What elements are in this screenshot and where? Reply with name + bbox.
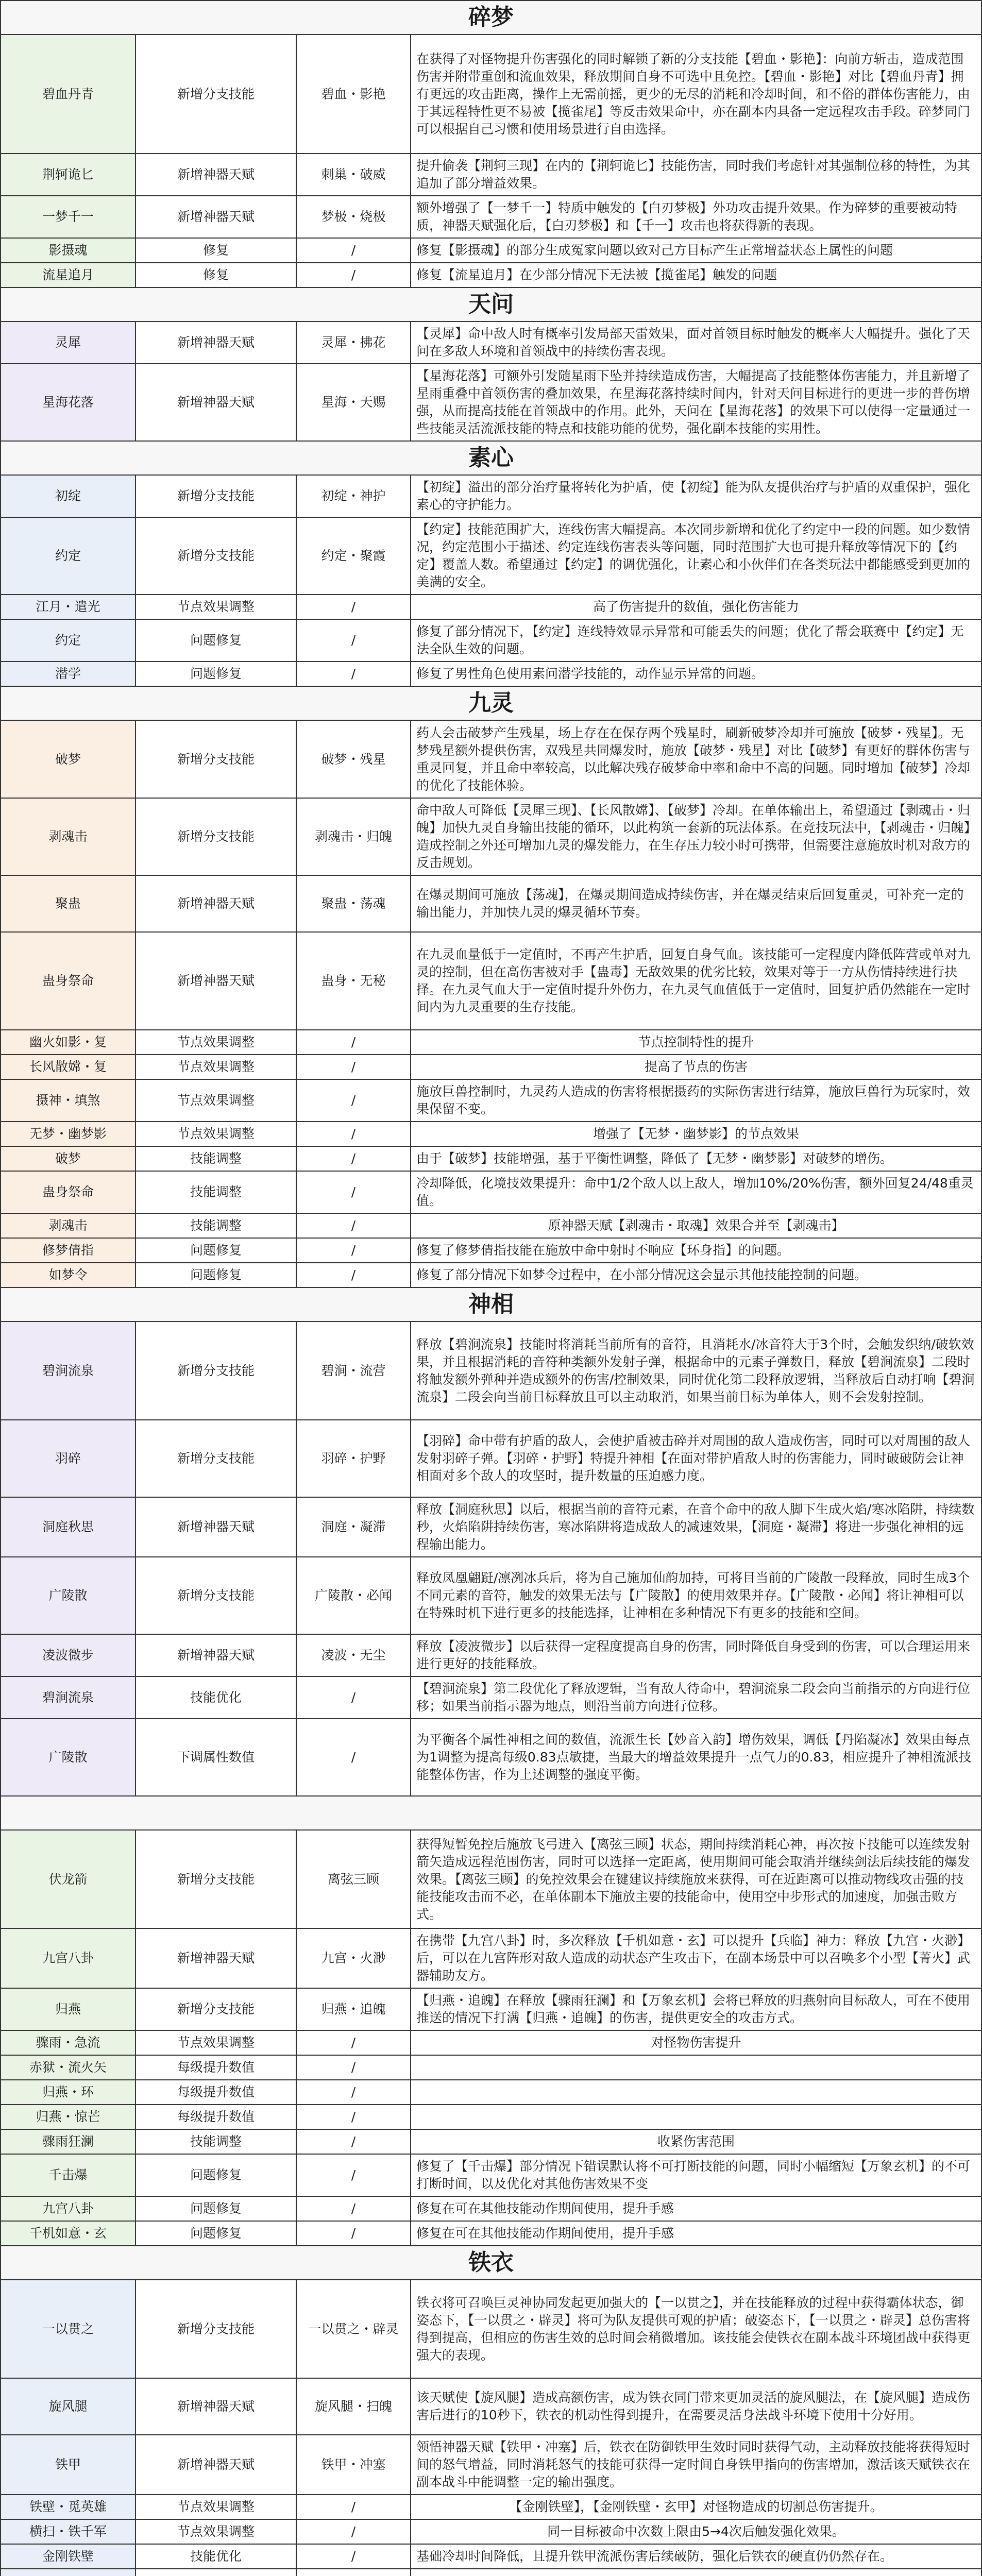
description-cell: 修复了修梦倩指技能在施放中命中射时不响应【环身指】的问题。 [411,1238,981,1263]
skill-name-cell: 约定 [1,619,136,662]
change-type-cell: 新增分支技能 [136,1322,296,1420]
skill-name-cell: 千机如意・玄 [1,2221,136,2246]
skill-name-cell: 伏龙箭 [1,1831,136,1928]
description-cell: 原神器天赋【剥魂击・取魂】效果合并至【剥魂击】 [411,1213,981,1238]
linked-skill-cell: / [296,2154,411,2196]
table-row [1,2544,981,2569]
table-row [1,662,981,686]
table-row [1,517,981,595]
description-cell: 额外增强了【一梦千一】特质中触发的【白刃梦极】外功攻击提升效果。作为碎梦的重要被动特质，神器天赋强化后，【白刃梦极】和【千一】攻击也将获得新的表现。 [411,196,981,238]
linked-skill-cell: / [296,1719,411,1796]
skill-name-cell: 江月・遣光 [1,595,136,619]
table-row [1,1497,981,1557]
description-cell: 修复【流星追月】在少部分情况下无法被【揽雀尾】触发的问题 [411,263,981,287]
table-row [1,619,981,662]
linked-skill-cell: / [296,1055,411,1079]
change-type-cell: 新增神器天赋 [136,196,296,238]
skill-name-cell: 一以贯之 [1,2280,136,2378]
change-type-cell: 新增神器天赋 [136,2435,296,2495]
change-type-cell: 新增神器天赋 [136,932,296,1030]
description-cell: 在九灵血量低于一定值时，不再产生护盾，回复自身气血。该技能可一定程度内降低阵营或单对九灵的控制，但在高伤害被对手【蛊毒】无敌效果的优劣比较，效果对等于一方从伤情持续进行抉择。在九灵气血大于一定值时提升外伤力，在九灵气血值低于一定值时，回复护盾仍然能在一定时间内为九灵重要的生存技能。 [411,932,981,1030]
table-row [1,1420,981,1497]
linked-skill-cell: 梦极・烧极 [296,196,411,238]
linked-skill-cell: 羽碎・护野 [296,1420,411,1497]
change-type-cell [136,2569,296,2576]
skill-name-cell: 一梦千一 [1,196,136,238]
description-cell: 增强了【无梦・幽梦影】的节点效果 [411,1122,981,1146]
skill-name-cell: 铁壁・觅英雄 [1,2495,136,2519]
change-type-cell: 节点效果调整 [136,2519,296,2544]
change-type-cell: 新增神器天赋 [136,2378,296,2435]
skill-name-cell: 蛊身祭命 [1,1171,136,1213]
change-type-cell: 新增神器天赋 [136,1928,296,1988]
linked-skill-cell: / [296,263,411,287]
class-section [0,687,982,1288]
linked-skill-cell: / [296,1171,411,1213]
skill-name-cell: 无梦・幽梦影 [1,1122,136,1146]
description-cell: 铁衣将可召唤巨灵神协同发起更加强大的【一以贯之】，并在技能释放的过程中获得霸体状态，御姿态下，【一以贯之・辟灵】将可为队友提供可观的护盾；破姿态下，【一以贯之・辟灵】总伤害将得到提高，但相应的伤害生效的总时间会稍微增加。该技能会使铁衣在副本战斗环境团战中获得更强大的表现。 [411,2280,981,2378]
linked-skill-cell: / [296,1030,411,1055]
skill-change-table [0,476,982,687]
class-section [0,1288,982,1797]
change-type-cell: 新增神器天赋 [136,1497,296,1557]
table-row [1,2055,981,2080]
description-cell: 基础冷却时间降低，且提升铁甲流派伤害后续破防，强化后铁衣的硬直仍仍然存在。 [411,2544,981,2569]
description-cell: 【碧涧流泉】第二段优化了释放逻辑，当有敌人待命中，碧涧流泉二段会向当前指示的方向进行位移；如果当前指示器为地点，则沿当前方向进行位移。 [411,1676,981,1719]
description-cell: 冷却降低，化境技效果提升：命中1/2个敌人以上敌人，增加10%/20%伤害，额外回复24/48重灵值。 [411,1171,981,1213]
change-type-cell: 每级提升数值 [136,2080,296,2105]
table-row [1,2519,981,2544]
description-cell: 提升偷袭【荆轲三现】在内的【荆轲诡匕】技能伤害，同时我们考虑针对其强制位移的特性，为其追加了部分增益效果。 [411,154,981,196]
linked-skill-cell: 剥魂击・归魄 [296,798,411,875]
table-row [1,364,981,441]
description-cell: 释放凤凰翩跹/凛冽冰兵后，将为自己施加仙韵加持，可将目当前的广陵散一段释放，同时生成3个不同元素的音符，触发的效果无法与【广陵散】的使用效果并存。【广陵散・必闻】将让神相可以在特殊时机下进行更多的技能选择，让神相在多种情况下有更多的技能和空间。 [411,1557,981,1634]
description-cell: 该天赋使【旋风腿】造成高额伤害，成为铁衣同门带来更加灵活的旋风腿法，在【旋风腿】造成伤害后进行的10秒下，铁衣的机动性得到提升，在需要灵活身法战斗环境下使用十分好用。 [411,2378,981,2435]
description-cell: 为平衡各个属性神相之间的数值，流派生长【妙音入韵】增伤效果，调低【丹陷凝冰】效果由每点为1调整为提高每级0.83点敏捷，当最大的增益效果提升一点气力的0.83，相应提升了神相流派技能整体伤害，作为上述调整的强度平衡。 [411,1719,981,1796]
table-row [1,1263,981,1287]
linked-skill-cell: 归燕・追魄 [296,1988,411,2030]
table-row [1,1213,981,1238]
table-row [1,595,981,619]
table-row [1,1831,981,1928]
skill-name-cell: 凌波微步 [1,1634,136,1676]
description-cell: 释放【凌波微步】以后获得一定程度提高自身的伤害，同时降低自身受到的伤害，可以合理运用来进行更好的技能释放。 [411,1634,981,1676]
table-row [1,196,981,238]
change-type-cell: 节点效果调整 [136,1079,296,1122]
linked-skill-cell: 碧涧・流营 [296,1322,411,1420]
description-cell [411,2055,981,2080]
change-type-cell: 节点效果调整 [136,1055,296,1079]
linked-skill-cell: 初绽・神护 [296,476,411,517]
description-cell: 【归燕・追魄】在释放【骤雨狂澜】和【万象玄机】会将已释放的归燕射向目标敌人，可在不使用推送的情况下打满【归燕・追魄】的伤害，提供更安全的攻击方式。 [411,1988,981,2030]
description-cell: 释放【碧涧流泉】技能时将消耗当前所有的音符，且消耗水/冰音符大于3个时，会触发织纳/破软效果，并且根据消耗的音符种类额外发射子弹，根据命中的元素子弹数目，释放【碧涧流泉】二段时将触发额外弹种并造成额外的伤害/控制效果，同时优化第二段释放逻辑，当释放后自动打响【碧涧流泉】二段会向当前目标释放且可以主动取消，如果当前目标为单体人，则不会发射控制。 [411,1322,981,1420]
change-type-cell: 新增神器天赋 [136,322,296,364]
description-cell: 由于【破梦】技能增强，基于平衡性调整，降低了【无梦・幽梦影】对破梦的增伤。 [411,1146,981,1171]
change-type-cell: 技能调整 [136,1146,296,1171]
change-type-cell: 技能调整 [136,2129,296,2154]
table-row [1,2495,981,2519]
skill-name-cell: 星海花落 [1,364,136,441]
change-type-cell: 技能优化 [136,1676,296,1719]
linked-skill-cell: / [296,2196,411,2221]
change-type-cell: 新增分支技能 [136,517,296,595]
description-cell: 修复了部分情况下如梦令过程中，在小部分情况这会显示其他技能控制的问题。 [411,1263,981,1287]
skill-name-cell: 碧血丹青 [1,35,136,154]
skill-name-cell: 千击爆 [1,2154,136,2196]
change-type-cell: 问题修复 [136,2154,296,2196]
skill-name-cell: 骤雨・急流 [1,2030,136,2055]
description-cell: 释放【洞庭秋思】以后，根据当前的音符元素，在音个命中的敌人脚下生成火焰/寒冰陷阱，持续数秒，火焰陷阱持续伤害，寒冰陷阱将造成敌人的减速效果，【洞庭・凝滞】将进一步强化神相的远程输出能力。 [411,1497,981,1557]
skill-name-cell: 骤雨狂澜 [1,2129,136,2154]
table-row [1,322,981,364]
linked-skill-cell: 离弦三顾 [296,1831,411,1928]
linked-skill-cell: / [296,2080,411,2105]
table-row [1,476,981,517]
linked-skill-cell: / [296,1122,411,1146]
table-row [1,2435,981,2495]
linked-skill-cell: 旋风腿・扫魄 [296,2378,411,2435]
description-cell: 【约定】技能范围扩大，连线伤害大幅提高。本次同步新增和优化了约定中一段的问题。如少数情况，约定范围小于描述、约定连线伤害表头等问题，同时范围扩大也可提升释放等情况下的【约定】覆盖人数。希望通过【约定】的调优强化，让素心和小伙伴们在各类玩法中都能感受到更加的美满的安全。 [411,517,981,595]
skill-name-cell: 长风散嫦・复 [1,1055,136,1079]
linked-skill-cell: / [296,2055,411,2080]
class-section [0,442,982,687]
table-row [1,1146,981,1171]
change-type-cell: 新增分支技能 [136,798,296,875]
skill-name-cell: 剥魂击 [1,798,136,875]
description-cell [411,2080,981,2105]
table-row [1,875,981,932]
linked-skill-cell: 约定・聚霞 [296,517,411,595]
table-row [1,2280,981,2378]
description-cell: 【初绽】溢出的部分治疗量将转化为护盾，使【初绽】能为队友提供治疗与护盾的双重保护，强化素心的守护能力。 [411,476,981,517]
change-type-cell: 节点效果调整 [136,595,296,619]
linked-skill-cell: / [296,238,411,263]
description-cell: 获得短暂免控后施放飞弓进入【离弦三顾】状态，期间持续消耗心神，再次按下技能可以连续发射箭矢造成远程范围伤害，同时可以选择一定距离，使用期间可能会取消并继续剑法后续技能的爆发效果。【离弦三顾】的免控效果会在键建议持续施放来获得，可在近距离可以推动物线攻击强的技能技能攻击而不必，在单体副本下施放主要的技能命中，使用空中步形式的加速度，加强击败方式。 [411,1831,981,1928]
skill-name-cell: 破梦 [1,721,136,798]
skill-name-cell: 金刚铁壁 [1,2544,136,2569]
linked-skill-cell: 蛊身・无秘 [296,932,411,1030]
skill-change-table [0,1831,982,2246]
description-cell: 修复【影摄魂】的部分生成冤家问题以致对己方目标产生正常增益状态上属性的问题 [411,238,981,263]
table-row [1,2080,981,2105]
table-row [1,1557,981,1634]
table-row [1,798,981,875]
description-cell: 提高了节点的伤害 [411,1055,981,1079]
skill-name-cell: 归燕・环 [1,2080,136,2105]
skill-name-cell: 归燕・惊芒 [1,2105,136,2129]
linked-skill-cell: 九宫・火渺 [296,1928,411,1988]
linked-skill-cell: / [296,2030,411,2055]
change-type-cell: 节点效果调整 [136,1030,296,1055]
skill-name-cell: 幽火如影・复 [1,1030,136,1055]
table-row [1,1030,981,1055]
class-section [0,288,982,442]
skill-name-cell: 蛊身祭命 [1,932,136,1030]
section-title: 素心 [0,442,982,476]
section-title [0,1797,982,1831]
skill-change-table [0,2280,982,2576]
change-type-cell: 新增分支技能 [136,1988,296,2030]
change-type-cell: 技能调整 [136,1213,296,1238]
linked-skill-cell: / [296,2544,411,2569]
linked-skill-cell: 铁甲・冲塞 [296,2435,411,2495]
change-type-cell: 新增分支技能 [136,1420,296,1497]
change-type-cell: 新增神器天赋 [136,154,296,196]
table-row [1,1079,981,1122]
linked-skill-cell: / [296,2495,411,2519]
change-type-cell: 问题修复 [136,2196,296,2221]
change-type-cell: 节点效果调整 [136,2030,296,2055]
skill-name-cell: 剥魂击 [1,1213,136,1238]
table-row [1,721,981,798]
linked-skill-cell: 聚蛊・荡魂 [296,875,411,932]
class-section [0,2246,982,2576]
section-title: 铁衣 [0,2246,982,2280]
linked-skill-cell: / [296,1263,411,1287]
linked-skill-cell: 破梦・残星 [296,721,411,798]
description-cell: 高了伤害提升的数值，强化伤害能力 [411,595,981,619]
skill-change-table [0,721,982,1288]
table-row [1,1634,981,1676]
class-section [0,0,982,288]
linked-skill-cell: 星海・天赐 [296,364,411,441]
description-cell: 在携带【九宫八卦】时，多次释放【千机如意・玄】可以提升【兵临】神力：释放【九宫・火渺】后，可以在九宫阵形对敌人造成的动状态产生攻击下，在副本场景中可以召唤多个小型【菁火】武器辅助友方。 [411,1928,981,1988]
table-row [1,154,981,196]
skill-name-cell: 羽碎 [1,1420,136,1497]
change-type-cell: 技能优化 [136,2544,296,2569]
section-title: 天问 [0,288,982,322]
linked-skill-cell: 广陵散・必闻 [296,1557,411,1634]
skill-name-cell: 灵犀 [1,322,136,364]
skill-name-cell: 碧涧流泉 [1,1322,136,1420]
linked-skill-cell: 一以贯之・辟灵 [296,2280,411,2378]
description-cell: 在爆灵期间可施放【荡魂】，在爆灵期间造成持续伤害，并在爆灵结束后回复重灵，可补充一定的输出能力，并加快九灵的爆灵循环节奏。 [411,875,981,932]
skill-name-cell: 归燕 [1,1988,136,2030]
skill-name-cell: 旋风腿 [1,2378,136,2435]
linked-skill-cell: / [296,2221,411,2246]
description-cell: 领悟神器天赋【铁甲・冲塞】后，铁衣在防御铁甲生效时同时获得气动，主动释放技能将获得短时间的怒气增益，同时消耗怒气的技能可获得一定时间自身铁甲指向的伤害增加，激活该天赋铁衣在副本战斗中能调整一定的输出强度。 [411,2435,981,2495]
skill-name-cell: 如梦令 [1,1263,136,1287]
skill-name-cell: 荆轲诡匕 [1,154,136,196]
table-row [1,2221,981,2246]
skill-name-cell: 约定 [1,517,136,595]
linked-skill-cell: 洞庭・凝滞 [296,1497,411,1557]
linked-skill-cell: / [296,619,411,662]
change-type-cell: 新增分支技能 [136,721,296,798]
linked-skill-cell: 碧血・影艳 [296,35,411,154]
table-row [1,35,981,154]
description-cell: 命中敌人可降低【灵犀三现】、【长风散嫦】、【破梦】冷却。在单体输出上，希望通过【剥魂击・归魄】加快九灵自身输出技能的循环，以此构筑一套新的玩法体系。在竞技玩法中，【剥魂击・归魄】造成控制之外还可增加九灵的爆发能力，在生存压力较小时可携带，但需要注意施放时机对敌方的反击规划。 [411,798,981,875]
skill-name-cell: 影摄魂 [1,238,136,263]
skill-change-table [0,1322,982,1797]
description-cell [411,2105,981,2129]
table-row [1,1719,981,1796]
description-cell [411,2569,981,2576]
change-type-cell: 新增神器天赋 [136,364,296,441]
linked-skill-cell: / [296,2129,411,2154]
skill-name-cell: 摄神・填煞 [1,1079,136,1122]
change-type-cell: 问题修复 [136,662,296,686]
class-section [0,1797,982,2246]
skill-name-cell: 修梦倩指 [1,1238,136,1263]
description-cell: 【羽碎】命中带有护盾的敌人，会使护盾被击碎并对周围的敌人造成伤害，同时可以对周围的敌人发射羽碎子弹。【羽碎・护野】特提升神相【在面对带护盾敌人时的伤害能力，同时破破防会让神相面对多个敌人的攻坚时，提升数量的压迫感力度。 [411,1420,981,1497]
change-type-cell: 问题修复 [136,1263,296,1287]
skill-name-cell: 初绽 [1,476,136,517]
table-row [1,263,981,287]
change-type-cell: 问题修复 [136,2221,296,2246]
linked-skill-cell [296,2569,411,2576]
description-cell: 【灵犀】命中敌人时有概率引发局部天雷效果，面对首领目标时触发的概率大大幅提升。强化了天问在多敌人环境和首领战中的持续伤害表现。 [411,322,981,364]
linked-skill-cell: / [296,595,411,619]
change-type-cell: 新增分支技能 [136,35,296,154]
change-type-cell: 下调属性数值 [136,1719,296,1796]
change-type-cell: 修复 [136,263,296,287]
skill-name-cell: 九宫八卦 [1,2196,136,2221]
table-row [1,238,981,263]
table-row [1,2129,981,2154]
change-type-cell: 每级提升数值 [136,2105,296,2129]
description-cell: 修复在可在其他技能动作期间使用，提升手感 [411,2221,981,2246]
change-type-cell: 节点效果调整 [136,2495,296,2519]
change-type-cell: 每级提升数值 [136,2055,296,2080]
skill-change-table [0,35,982,288]
skill-name-cell: 赤狱・流火矢 [1,2055,136,2080]
skill-name-cell: 洞庭秋思 [1,1497,136,1557]
description-cell: 在获得了对怪物提升伤害强化的同时解锁了新的分支技能【碧血・影艳】：向前方斩击，造成范围伤害并附带重创和流血效果，释放期间自身不可选中且免控。【碧血・影艳】对比【碧血丹青】拥有更远的攻击距离，操作上无需前摇，更少的无尽的消耗和冷却时间，和不俗的群体伤害能力，由于其远程特性更不易被【揽雀尾】等反击效果命中，亦在副本内具备一定远程攻击手段。碎梦同门可以根据自己习惯和使用场景进行自由选择。 [411,35,981,154]
table-row [1,2154,981,2196]
skill-name-cell [1,2569,136,2576]
linked-skill-cell: / [296,662,411,686]
description-cell: 同一目标被命中次数上限由5→4次后触发强化效果。 [411,2519,981,2544]
table-row [1,2569,981,2576]
change-type-cell: 新增神器天赋 [136,875,296,932]
description-cell: 【星海花落】可额外引发随星雨下坠并持续造成伤害，大幅提高了技能整体伤害能力，并且新增了星雨重叠中首领伤害的叠加效果，在星海花落持续时间内，针对天问目标进行的更进一步的普伤增强，从而提高技能在首领战中的作用。此外，天问在【星海花落】的效果下可以使得一定量通过一些技能灵活流派技能的特点和技能功能的优势，强化副本技能的实用性。 [411,364,981,441]
table-row [1,1122,981,1146]
linked-skill-cell: 刺巢・破威 [296,154,411,196]
table-row [1,2105,981,2129]
table-row [1,1988,981,2030]
linked-skill-cell: 灵犀・拂花 [296,322,411,364]
table-row [1,1928,981,1988]
change-type-cell: 节点效果调整 [136,1122,296,1146]
linked-skill-cell: / [296,1676,411,1719]
table-row [1,1676,981,1719]
description-cell: 修复了【千击爆】部分情况下错误默认将不可打断技能的问题，同时小幅缩短【万象玄机】的不可打断时间，以及优化对其他伤害效果不变 [411,2154,981,2196]
change-type-cell: 修复 [136,238,296,263]
skill-change-table [0,322,982,442]
change-type-cell: 新增分支技能 [136,1831,296,1928]
description-cell: 修复了男性角色使用素问潜学技能的，动作显示异常的问题。 [411,662,981,686]
linked-skill-cell: / [296,1146,411,1171]
description-cell: 修复了部分情况下，【约定】连线特效显示异常和可能丢失的问题；优化了帮会联赛中【约定】无法全队生效的问题。 [411,619,981,662]
description-cell: 【金刚铁壁】，【金刚铁壁・玄甲】对怪物造成的切割总伤害提升。 [411,2495,981,2519]
skill-name-cell: 破梦 [1,1146,136,1171]
change-type-cell: 新增分支技能 [136,2280,296,2378]
linked-skill-cell: / [296,1079,411,1122]
section-title: 神相 [0,1288,982,1322]
change-type-cell: 新增分支技能 [136,1557,296,1634]
table-row [1,1322,981,1420]
description-cell: 节点控制特性的提升 [411,1030,981,1055]
skill-name-cell: 九宫八卦 [1,1928,136,1988]
skill-name-cell: 流星追月 [1,263,136,287]
description-cell: 药人会击破梦产生残星，场上存在在保存两个残星时，刷新破梦冷却并可施放【破梦・残星】。无梦残星额外提供伤害，双残星共同爆发时，施放【破梦・残星】对比【破梦】有更好的群体伤害与重灵回复，并且命中率较高，以此解决残存破梦命中率和命中不高的问题。同时增加【破梦】冷却的优化了技能体验。 [411,721,981,798]
skill-name-cell: 潜学 [1,662,136,686]
skill-name-cell: 聚蛊 [1,875,136,932]
description-cell: 修复在可在其他技能动作期间使用，提升手感 [411,2196,981,2221]
skill-name-cell: 广陵散 [1,1719,136,1796]
change-type-cell: 问题修复 [136,1238,296,1263]
skill-name-cell: 广陵散 [1,1557,136,1634]
description-cell: 收紧伤害范围 [411,2129,981,2154]
change-type-cell: 问题修复 [136,619,296,662]
table-row [1,2378,981,2435]
section-title: 碎梦 [0,0,982,35]
table-row [1,1171,981,1213]
skill-name-cell: 横扫・铁千军 [1,2519,136,2544]
description-cell: 对怪物伤害提升 [411,2030,981,2055]
linked-skill-cell: 凌波・无尘 [296,1634,411,1676]
description-cell: 施放巨兽控制时，九灵药人造成的伤害将根据摄药的实际伤害进行结算，施放巨兽行为玩家时，效果保留不变。 [411,1079,981,1122]
table-row [1,1055,981,1079]
change-type-cell: 新增神器天赋 [136,1634,296,1676]
change-type-cell: 技能调整 [136,1171,296,1213]
table-row [1,2196,981,2221]
table-row [1,1238,981,1263]
linked-skill-cell: / [296,1238,411,1263]
skill-name-cell: 铁甲 [1,2435,136,2495]
section-title: 九灵 [0,687,982,721]
linked-skill-cell: / [296,1213,411,1238]
change-type-cell: 新增分支技能 [136,476,296,517]
table-row [1,932,981,1030]
linked-skill-cell: / [296,2105,411,2129]
linked-skill-cell: / [296,2519,411,2544]
table-row [1,2030,981,2055]
skill-name-cell: 碧涧流泉 [1,1676,136,1719]
